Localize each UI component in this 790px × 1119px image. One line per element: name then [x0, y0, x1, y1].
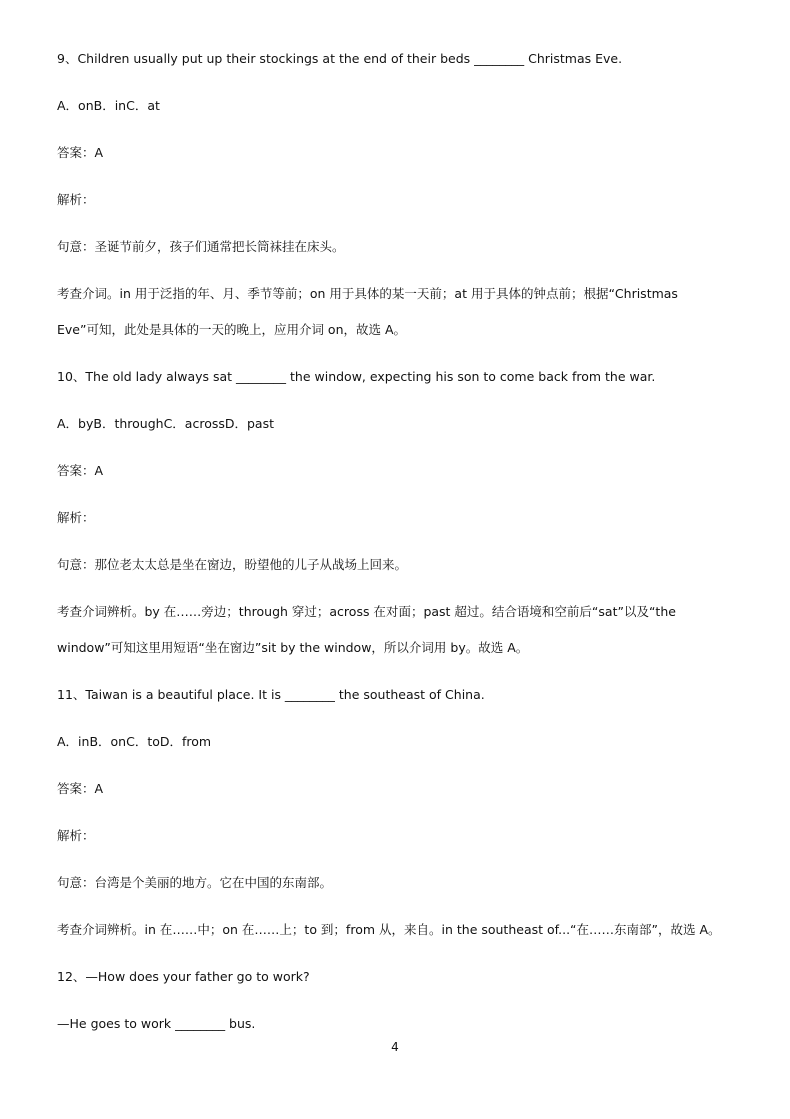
question-10-meaning: 句意：那位老太太总是坐在窗边，盼望他的儿子从战场上回来。	[57, 557, 408, 572]
question-11-meaning: 句意：台湾是个美丽的地方。它在中国的东南部。	[57, 875, 333, 890]
question-11-explanation-line-1: 考查介词辨析。in 在……中；on 在……上；to 到；from 从，来自。in the southeast of...“在……东南部”，故选 A。	[57, 922, 721, 937]
question-9-explanation-line-2: Eve”可知，此处是具体的一天的晚上，应用介词 on，故选 A。	[57, 322, 407, 337]
question-12-stem-line-2: —He goes to work ________ bus.	[57, 1016, 256, 1031]
question-11-options: A．inB．onC．toD．from	[57, 734, 212, 749]
question-10-options: A．byB．throughC．acrossD．past	[57, 416, 275, 431]
question-11-analysis-label: 解析：	[57, 828, 95, 843]
question-10-explanation-line-2: window”可知这里用短语“坐在窗边”sit by the window，所以介词用 by。故选 A。	[57, 640, 529, 655]
question-11-answer: 答案：A	[57, 781, 104, 796]
question-9-answer: 答案：A	[57, 145, 104, 160]
question-9-explanation-line-1: 考查介词。in 用于泛指的年、月、季节等前；on 用于具体的某一天前；at 用于具体的钟点前；根据“Christmas	[57, 286, 678, 301]
page-number: 4	[391, 1040, 399, 1054]
question-10-answer: 答案：A	[57, 463, 104, 478]
question-10-explanation-line-1: 考查介词辨析。by 在……旁边；through 穿过；across 在对面；past 超过。结合语境和空前后“sat”以及“the	[57, 604, 676, 619]
question-11-stem: 11、Taiwan is a beautiful place. It is ________ the southeast of China.	[57, 687, 485, 702]
question-9-analysis-label: 解析：	[57, 192, 95, 207]
question-12-stem: 12、—How does your father go to work?	[57, 969, 310, 984]
question-9-options: A．onB．inC．at	[57, 98, 160, 113]
question-10-stem: 10、The old lady always sat ________ the window, expecting his son to come back from the war.	[57, 369, 656, 384]
question-9-stem: 9、Children usually put up their stockings at the end of their beds ________ Christmas Eve.	[57, 51, 623, 66]
question-10-analysis-label: 解析：	[57, 510, 95, 525]
question-9-meaning: 句意：圣诞节前夕，孩子们通常把长筒袜挂在床头。	[57, 239, 345, 254]
